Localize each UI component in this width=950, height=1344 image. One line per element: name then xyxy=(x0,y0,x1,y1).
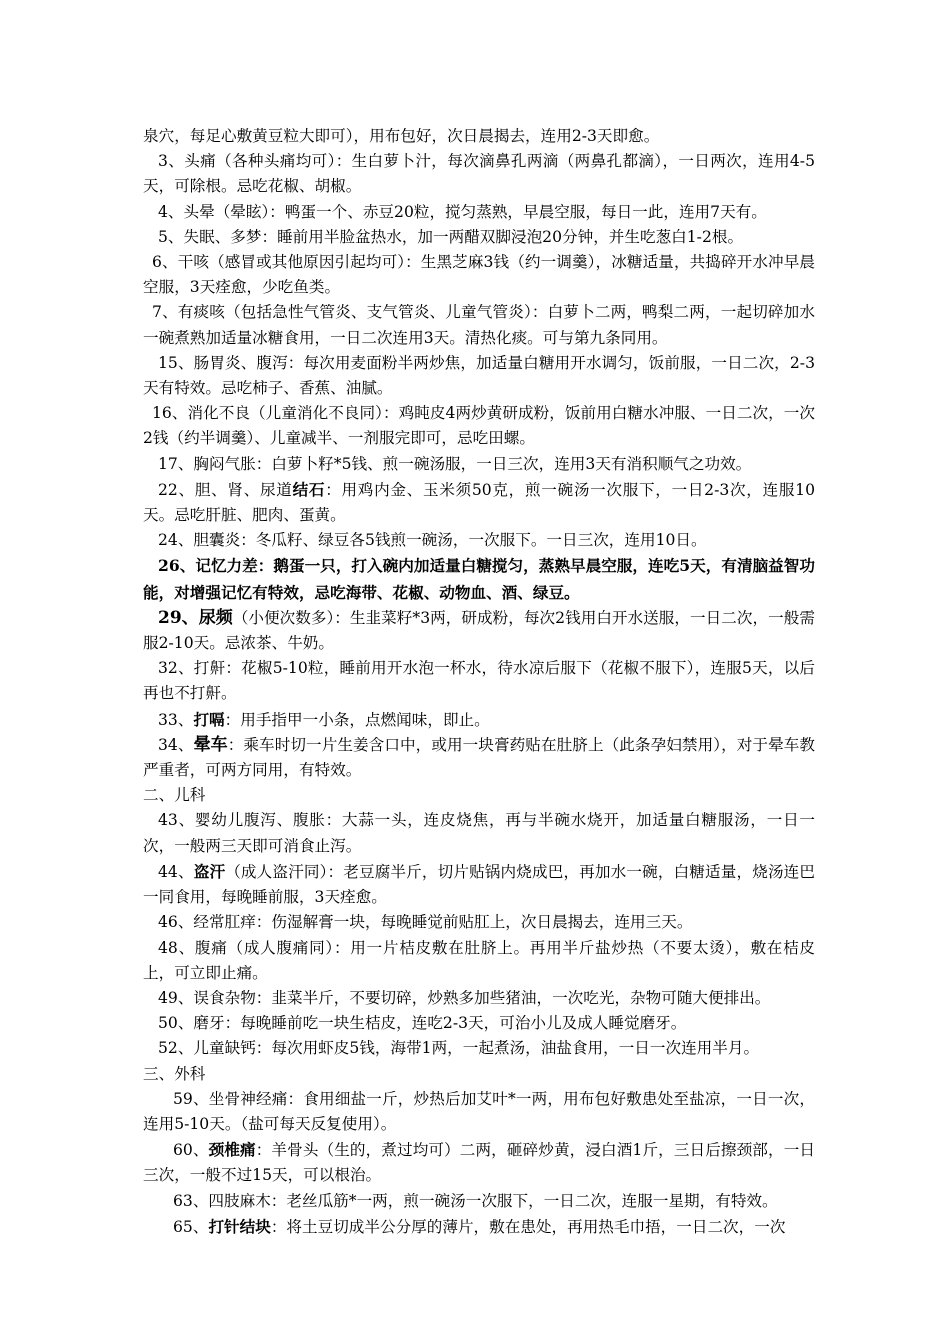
text-run: 49、误食杂物：韭菜半斤，不要切碎，炒熟多加些猪油，一次吃光，杂物可随大便排出。 xyxy=(158,988,771,1007)
text-run: ：用鸡内金、玉米须50克，煎一碗汤一次服下，一日2-3次，连服10天。忌吃肝脏、肥肉、蛋黄。 xyxy=(143,480,815,525)
bold-text-run: 盗汗 xyxy=(193,861,226,881)
remedy-paragraph xyxy=(143,656,815,706)
text-run: ：乘车时切一片生姜含口中，或用一块膏药贴在肚脐上（此条孕妇禁用），对于晕车教严重者，可两方同用，有特效。 xyxy=(143,735,816,780)
text-run: 三、外科 xyxy=(143,1064,206,1083)
bold-text-run: 26、记忆力差：鹅蛋一只，打入碗内加适量白糖搅匀，蒸熟早晨空服，连吃5天，有清脑益智功能，对增强记忆有特效，忌吃海带、花椒、动物血、酒、绿豆。 xyxy=(143,556,815,602)
remedy-paragraph xyxy=(143,124,815,149)
text-run: 15、肠胃炎、腹泻：每次用麦面粉半两炒焦，加适量白糖用开水调匀，饭前服，一日二次，2-3天有特效。忌吃柿子、香蕉、油腻。 xyxy=(143,353,815,398)
remedy-paragraph xyxy=(143,149,815,199)
remedy-paragraph xyxy=(143,936,815,986)
text-run: 63、四肢麻木：老丝瓜筋*一两，煎一碗汤一次服下，一日二次，连服一星期，有特效。 xyxy=(173,1191,778,1210)
text-run: 32、打鼾：花椒5-10粒，睡前用开水泡一杯水，待水凉后服下（花椒不服下），连服5天，以后再也不打鼾。 xyxy=(143,659,815,703)
remedy-paragraph xyxy=(143,606,815,656)
bold-text-run: 29、尿频 xyxy=(158,607,233,628)
text-run: 34、 xyxy=(158,735,194,754)
text-run: （小便次数多）：生韭菜籽*3两，研成粉，每次2钱用白开水送服，一日二次，一般需服2-10天。忌浓茶、牛奶。 xyxy=(143,608,815,653)
remedy-paragraph xyxy=(143,1011,815,1036)
text-run: 5、失眠、多梦：睡前用半脸盆热水，加一两醋双脚浸泡20分钟，并生吃葱白1-2根。 xyxy=(158,227,744,246)
remedy-paragraph xyxy=(143,986,815,1011)
text-run: ：羊骨头（生的，煮过均可）二两，砸碎炒黄，浸白酒1斤，三日后擦颈部，一日三次，一般不过15天，可以根治。 xyxy=(143,1141,815,1185)
text-run: 17、胸闷气胀：白萝卜籽*5钱、煎一碗汤服，一日三次，连用3天有消积顺气之功效。 xyxy=(158,454,752,473)
text-run: 48、腹痛（成人腹痛同）：用一片桔皮敷在肚脐上。再用半斤盐炒热（不要太烫），敷在桔皮上，可立即止痛。 xyxy=(143,938,815,982)
text-run: 16、消化不良（儿童消化不良同）：鸡盹皮4两炒黄研成粉，饭前用白糖水冲服、一日二次，一次2钱（约半调羹）、儿童减半、一剂服完即可，忌吃田螺。 xyxy=(143,404,815,448)
text-run: ：将土豆切成半公分厚的薄片，敷在患处，再用热毛巾捂，一日二次，一次 xyxy=(270,1217,786,1236)
text-run: 46、经常肛痒：伤湿解膏一块，每晚睡觉前贴肛上，次日晨揭去，连用三天。 xyxy=(158,913,693,932)
section-heading xyxy=(143,783,815,808)
remedy-paragraph xyxy=(143,351,815,401)
bold-text-run: 晕车 xyxy=(193,734,228,755)
remedy-paragraph xyxy=(143,401,815,451)
document-body xyxy=(143,124,815,1240)
remedy-paragraph xyxy=(143,200,815,225)
remedy-paragraph xyxy=(143,1137,815,1188)
text-run: 6、干咳（感冒或其他原因引起均可）：生黑芝麻3钱（约一调羹），冰糖适量，共捣碎开水冲早晨空服，3天痊愈，少吃鱼类。 xyxy=(143,253,815,297)
remedy-paragraph xyxy=(143,300,815,350)
text-run: 52、儿童缺钙：每次用虾皮5钱，海带1两，一起煮汤，油盐食用，一日一次连用半月。 xyxy=(158,1039,760,1058)
remedy-paragraph xyxy=(143,733,815,783)
remedy-paragraph xyxy=(143,808,815,858)
text-run: 44、 xyxy=(158,862,194,881)
remedy-paragraph xyxy=(143,910,815,935)
text-run: 22、胆、肾、尿道 xyxy=(158,480,293,499)
text-run: 24、胆囊炎：冬瓜籽、绿豆各5钱煎一碗汤，一次服下。一日三次，连用10日。 xyxy=(158,531,707,550)
text-run: 43、婴幼儿腹泻、腹胀：大蒜一头，连皮烧焦，再与半碗水烧开，加适量白糖服汤，一日一次，一般两三天即可消食止泻。 xyxy=(143,811,815,855)
bold-text-run: 打嗝 xyxy=(193,709,225,729)
text-run: 33、 xyxy=(158,710,194,729)
remedy-paragraph xyxy=(143,225,815,250)
remedy-paragraph xyxy=(143,707,815,733)
remedy-paragraph xyxy=(143,1087,815,1137)
text-run: （成人盗汗同）：老豆腐半斤，切片贴锅内烧成巴，再加水一碗，白糖适量，烧汤连巴一同食用，每晚睡前服，3天痊愈。 xyxy=(143,862,815,907)
remedy-paragraph xyxy=(143,859,815,910)
text-run: 60、 xyxy=(173,1141,209,1160)
bold-text-run: 结石 xyxy=(292,479,326,499)
bold-text-run: 打针结块 xyxy=(208,1216,271,1236)
text-run: 50、磨牙：每晚睡前吃一块生桔皮，连吃2-3天，可治小儿及成人睡觉磨牙。 xyxy=(158,1014,687,1033)
text-run: ：用手指甲一小条，点燃闻味，即止。 xyxy=(224,710,490,729)
text-run: 59、坐骨神经痛：食用细盐一斤，炒热后加艾叶*一两，用布包好敷患处至盐凉，一日一次，连用5-10天。（盐可每天反复使用）。 xyxy=(143,1089,815,1133)
remedy-paragraph xyxy=(143,250,815,300)
bold-text-run: 颈椎痛 xyxy=(208,1140,256,1160)
text-run: 65、 xyxy=(173,1217,209,1236)
remedy-paragraph xyxy=(143,477,815,528)
text-run: 7、有痰咳（包括急性气管炎、支气管炎、儿童气管炎）：白萝卜二两，鸭梨二两，一起切碎加水一碗煮熟加适量冰糖食用，一日二次连用3天。清热化痰。可与第九条同用。 xyxy=(143,303,815,347)
text-run: 3、头痛（各种头痛均可）：生白萝卜汁，每次滴鼻孔两滴（两鼻孔都滴），一日两次，连用4-5天，可除根。忌吃花椒、胡椒。 xyxy=(143,152,815,196)
text-run: 4、头晕（晕眩）：鸭蛋一个、赤豆20粒，搅匀蒸熟，早晨空服，每日一此，连用7天有。 xyxy=(158,202,767,221)
remedy-paragraph xyxy=(143,1214,815,1240)
remedy-paragraph xyxy=(143,528,815,553)
text-run: 二、儿科 xyxy=(143,786,206,805)
remedy-paragraph xyxy=(143,1036,815,1061)
text-run: 泉穴，每足心敷黄豆粒大即可），用布包好，次日晨揭去，连用2-3天即愈。 xyxy=(143,127,660,145)
section-heading xyxy=(143,1062,815,1087)
remedy-paragraph xyxy=(143,452,815,477)
remedy-paragraph xyxy=(143,553,815,605)
remedy-paragraph xyxy=(143,1189,815,1214)
